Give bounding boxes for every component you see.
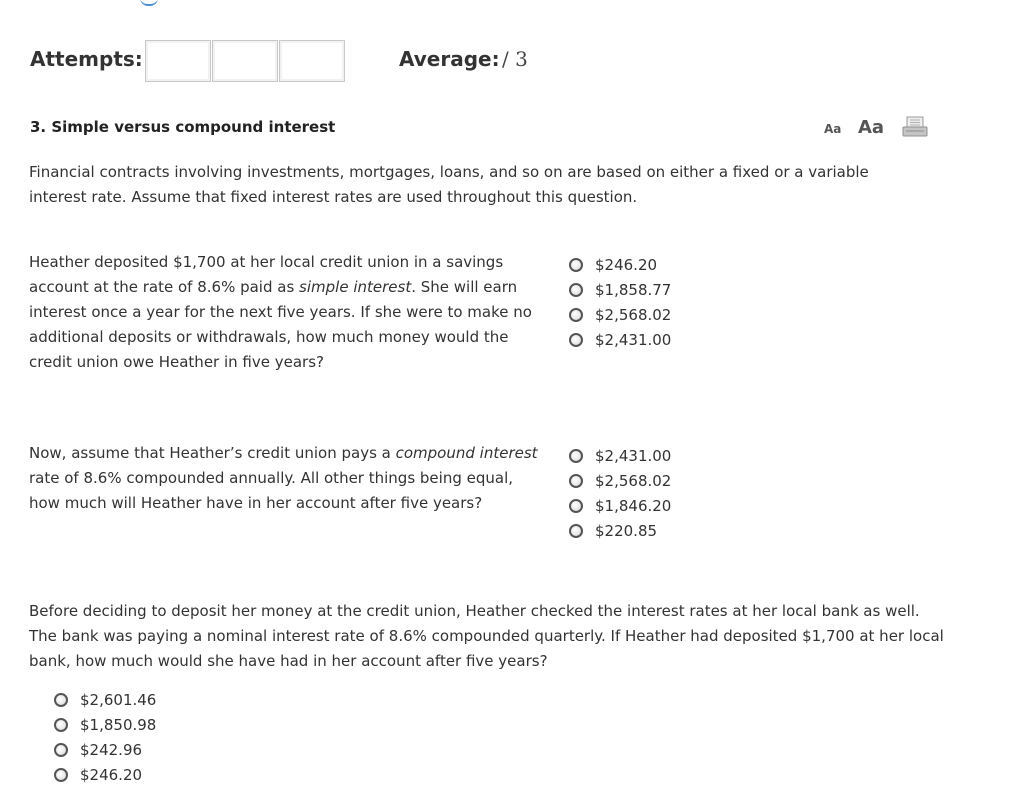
part1-prompt [29,250,539,375]
option-label: $2,431.00 [595,446,672,465]
part2-prompt [29,441,539,516]
radio-button-icon[interactable] [54,693,68,707]
radio-button-icon[interactable] [54,743,68,757]
radio-button-icon[interactable] [569,283,583,297]
part2-emphasis: compound interest [395,444,538,462]
part2-option-1[interactable] [569,443,671,468]
radio-button-icon[interactable] [569,449,583,463]
option-label: $2,601.46 [80,690,157,709]
part3-option-4[interactable] [54,762,156,787]
question-title: 3. Simple versus compound interest [30,118,336,136]
option-label: $246.20 [595,255,658,274]
option-label: $1,850.98 [80,715,157,734]
part3-option-2[interactable] [54,712,156,737]
attempt-boxes [145,40,346,82]
average-value: / 3 [502,47,528,71]
part1-option-1[interactable] [569,252,671,277]
radio-button-icon[interactable] [54,768,68,782]
option-label: $2,568.02 [595,305,672,324]
question-intro: Financial contracts involving investments, mortgages, loans, and so on are based on either a fixed or a variable interest rate. Assume that fixed interest rates are used throughout this question. [29,163,869,206]
attempts-label: Attempts: [30,47,143,71]
font-size-small-button[interactable]: Aa [824,122,842,136]
part3-option-3[interactable] [54,737,156,762]
part1-options [569,252,671,352]
part2-option-3[interactable] [569,493,671,518]
radio-button-icon[interactable] [569,258,583,272]
part3-prompt: Before deciding to deposit her money at the credit union, Heather checked the interest rates at her local bank as well. The bank was paying a nominal interest rate of 8.6% compounded quarterly. If Heather had deposited $1,700 at her local bank, how much would she have had in her account after five years? [29,602,944,670]
part1-emphasis: simple interest [299,278,412,296]
part2-text-a: Now, assume that Heather’s credit union pays a [29,444,396,462]
option-label: $2,431.00 [595,330,672,349]
option-label: $246.20 [80,765,143,784]
part1-text-b: . She will earn interest once a year for the next five years. If she were to make no additional deposits or withdrawals, how much money would the credit union owe Heather in five years? [29,278,532,371]
option-label: $2,568.02 [595,471,672,490]
option-label: $242.96 [80,740,143,759]
font-size-large-button[interactable]: Aa [858,117,885,138]
top-link-fragment [140,0,158,6]
part2-options [569,443,671,543]
part1-option-2[interactable] [569,277,671,302]
attempt-box-1 [145,40,211,82]
part3-options [54,687,156,787]
part2-option-4[interactable] [569,518,671,543]
part2-text-b: rate of 8.6% compounded annually. All other things being equal, how much will Heather have in her account after five years? [29,469,513,512]
option-label: $1,846.20 [595,496,672,515]
radio-button-icon[interactable] [569,333,583,347]
radio-button-icon[interactable] [569,308,583,322]
part3-option-1[interactable] [54,687,156,712]
part1-option-4[interactable] [569,327,671,352]
part1-text-a: Heather deposited $1,700 at her local credit union in a savings account at the rate of 8.6% paid as [29,253,504,296]
option-label: $220.85 [595,521,658,540]
radio-button-icon[interactable] [569,524,583,538]
part1-option-3[interactable] [569,302,671,327]
radio-button-icon[interactable] [54,718,68,732]
option-label: $1,858.77 [595,280,672,299]
average-label: Average: [399,47,500,71]
radio-button-icon[interactable] [569,474,583,488]
attempt-box-2 [212,40,278,82]
radio-button-icon[interactable] [569,499,583,513]
part2-option-2[interactable] [569,468,671,493]
print-icon[interactable] [902,116,928,138]
attempt-box-3 [279,40,345,82]
